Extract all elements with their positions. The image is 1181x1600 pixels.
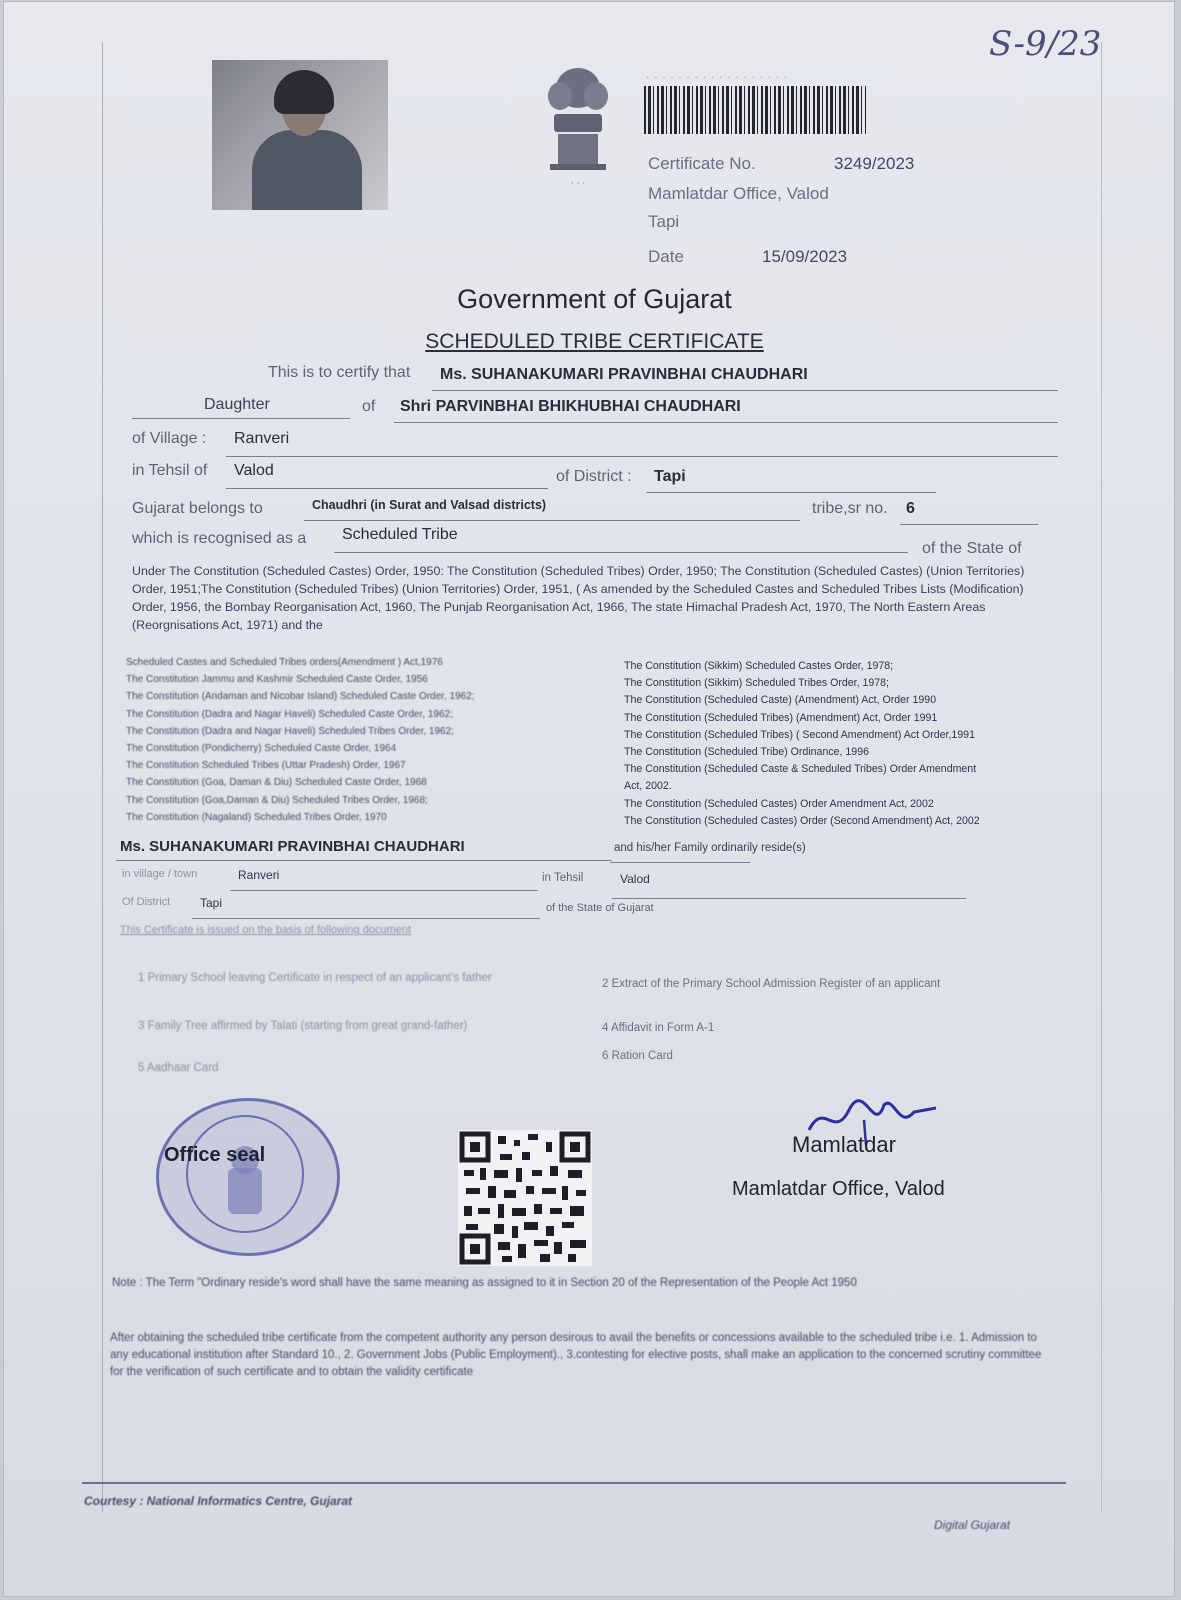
- order-item: The Constitution (Andaman and Nicobar Island) Scheduled Caste Order, 1962;: [126, 691, 475, 703]
- order-item: Act, 2002.: [624, 780, 672, 793]
- certify-label: This is to certify that: [268, 364, 411, 381]
- residence-tehsil: Valod: [620, 872, 650, 886]
- order-item: The Constitution (Scheduled Tribes) ( Second Amendment) Act Order,1991: [624, 728, 975, 741]
- document-item: 3 Family Tree affirmed by Talati (starting from great grand-father): [138, 1020, 468, 1032]
- document-item: 1 Primary School leaving Certificate in respect of an applicant's father: [138, 972, 492, 984]
- order-item: The Constitution (Scheduled Castes) Order (Second Amendment) Act, 2002: [624, 814, 980, 827]
- residence-district: Tapi: [200, 896, 223, 910]
- parent-name: Shri PARVINBHAI BHIKHUBHAI CHAUDHARI: [400, 398, 741, 415]
- office-seal-stamp: [156, 1098, 340, 1256]
- footer-courtesy: Courtesy : National Informatics Centre, Gujarat: [84, 1494, 353, 1508]
- order-item: The Constitution (Pondicherry) Scheduled Caste Order, 1964: [126, 743, 397, 755]
- village-label: of Village :: [132, 430, 207, 447]
- tribe-sr-value: 6: [906, 500, 915, 517]
- applicant-name: Ms. SUHANAKUMARI PRAVINBHAI CHAUDHARI: [440, 366, 808, 383]
- order-item: The Constitution (Dadra and Nagar Haveli) Scheduled Caste Order, 1962;: [126, 708, 453, 720]
- order-item: The Constitution Scheduled Tribes (Uttar Pradesh) Order, 1967: [126, 760, 406, 772]
- order-item: Scheduled Castes and Scheduled Tribes orders(Amendment ) Act,1976: [126, 657, 443, 668]
- order-item: The Constitution (Scheduled Caste & Scheduled Tribes) Order Amendment: [624, 763, 977, 776]
- order-item: The Constitution (Scheduled Tribes) (Amendment) Act, Order 1991: [624, 711, 938, 724]
- document-item: 2 Extract of the Primary School Admission Register of an applicant: [602, 978, 941, 990]
- document-item: 5 Aadhaar Card: [138, 1062, 219, 1074]
- order-item: The Constitution (Scheduled Caste) (Amendment) Act, Order 1990: [624, 694, 937, 707]
- certificate-title: SCHEDULED TRIBE CERTIFICATE: [425, 330, 764, 353]
- signatory-office: Mamlatdar Office, Valod: [732, 1178, 945, 1200]
- document-item: 4 Affidavit in Form A-1: [602, 1022, 715, 1034]
- instruction-text: After obtaining the scheduled tribe certificate from the competent authority any person desirous to avail the benefits or concessions available to the scheduled tribe i.e. 1. Admission to any educational institution after Standard 10., 2. Government Jobs (Public Employment)., 3.contesting for elective posts, shall make an application to the concerned scrutiny committee for the verification of such certificate and to obtain the validity certificate: [110, 1332, 1042, 1378]
- order-item: The Constitution (Goa,Daman & Diu) Scheduled Tribes Order, 1968;: [126, 794, 428, 806]
- certificate-paper: [4, 2, 1174, 1596]
- district-value: Tapi: [654, 468, 686, 485]
- district-label: of District :: [556, 468, 632, 485]
- footer-digital-gujarat: Digital Gujarat: [934, 1518, 1011, 1532]
- svg-text:· · ·: · · ·: [570, 179, 586, 189]
- orders-paragraph: Under The Constitution (Scheduled Castes) Order, 1950: The Constitution (Scheduled Tribes) Order, 1950; The Constitution (Scheduled Castes) (Union Territories) Order, 1951;The Constitution (Scheduled Tribes) (Union Territories) Order, 1951, ( As amended by the Scheduled Castes and Scheduled Tribes Lists (Modification) Order, 1956, the Bombay Reorganisation Act, 1960, The Punjab Reorganisation Act, 1966, The state Himachal Pradesh Act, 1970, The North Eastern Areas (Reorgnisations Act, 1971) and the: [132, 564, 1025, 632]
- order-item: The Constitution (Dadra and Nagar Haveli) Scheduled Tribes Order, 1962;: [126, 725, 454, 737]
- recognised-value: Scheduled Tribe: [342, 526, 458, 543]
- barcode-caption: · · · · · · · · · · · · · · · · · ·: [646, 72, 789, 83]
- residence-village: Ranveri: [238, 868, 280, 882]
- reside-label: and his/her Family ordinarily reside(s): [614, 842, 806, 854]
- office-seal-label: Office seal: [164, 1144, 266, 1166]
- tehsil-label: in Tehsil of: [132, 462, 208, 479]
- state-label: of the State of: [922, 540, 1022, 557]
- order-item: The Constitution (Goa, Daman & Diu) Scheduled Caste Order, 1968: [126, 777, 427, 789]
- recognised-label: which is recognised as a: [132, 530, 307, 547]
- basis-label: This Certificate is issued on the basis of following document: [120, 924, 412, 936]
- tribe-sr-label: tribe,sr no.: [812, 500, 888, 517]
- order-item: The Constitution Jammu and Kashmir Scheduled Caste Order, 1956: [126, 674, 428, 686]
- order-item: The Constitution (Sikkim) Scheduled Tribes Order, 1978;: [624, 677, 889, 690]
- barcode: [644, 86, 866, 134]
- residence-district-label: Of District: [122, 896, 171, 908]
- belongs-label: Gujarat belongs to: [132, 500, 263, 517]
- village-value: Ranveri: [234, 430, 290, 447]
- residence-village-label: in village / town: [122, 868, 198, 880]
- date-label: Date: [648, 247, 684, 266]
- residence-tehsil-label: in Tehsil: [542, 872, 584, 884]
- resident-name: Ms. SUHANAKUMARI PRAVINBHAI CHAUDHARI: [120, 838, 465, 855]
- date-value: 15/09/2023: [762, 247, 848, 266]
- tribe-value: Chaudhri (in Surat and Valsad districts): [312, 498, 547, 512]
- order-item: The Constitution (Sikkim) Scheduled Castes Order, 1978;: [624, 660, 894, 672]
- order-item: The Constitution (Nagaland) Scheduled Tribes Order, 1970: [126, 811, 387, 823]
- certificate-no-label: Certificate No.: [648, 154, 756, 173]
- orders-right-column: [624, 658, 1064, 830]
- certificate-no-value: 3249/2023: [834, 154, 915, 173]
- applicant-photo: [212, 60, 388, 210]
- office-line: Mamlatdar Office, Valod: [648, 184, 829, 203]
- order-item: The Constitution (Scheduled Castes) Order Amendment Act, 2002: [624, 797, 934, 810]
- qr-code: [458, 1130, 592, 1266]
- signatory-title: Mamlatdar: [792, 1132, 896, 1157]
- national-emblem-icon: [536, 62, 620, 189]
- residence-state-label: of the State of Gujarat: [546, 902, 654, 914]
- handwritten-reference: S-9/23: [989, 24, 1102, 64]
- office-line-2: Tapi: [648, 212, 680, 231]
- document-item: 6 Ration Card: [602, 1050, 673, 1062]
- note-text: Note : The Term "Ordinary reside's word shall have the same meaning as assigned to it in Section 20 of the Representation of the People Act 1950: [112, 1277, 857, 1289]
- orders-left-column: [126, 654, 596, 826]
- government-title: Government of Gujarat: [457, 284, 732, 314]
- of-label: of: [362, 398, 376, 415]
- relation-value: Daughter: [204, 396, 270, 413]
- order-item: The Constitution (Scheduled Tribe) Ordinance, 1996: [624, 746, 869, 759]
- tehsil-value: Valod: [234, 462, 274, 479]
